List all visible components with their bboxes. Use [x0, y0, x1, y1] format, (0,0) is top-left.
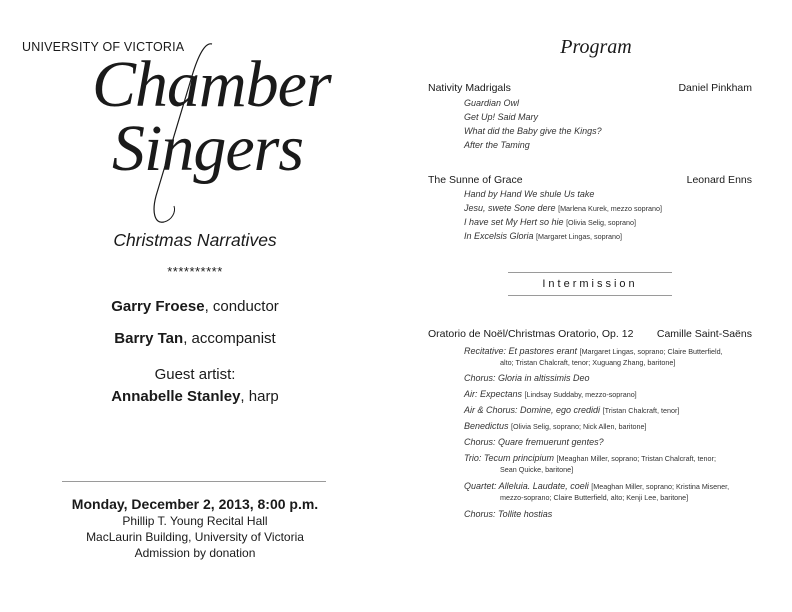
guest-artist-role: , harp: [240, 388, 279, 405]
movement-performers: [Olivia Selig, soprano; Nick Allen, baritone]: [511, 422, 647, 431]
movement-performers: [Marlena Kurek, mezzo soprano]: [558, 204, 662, 213]
star-divider: **********: [167, 264, 223, 279]
movement-performers-continued: alto; Tristan Chalcraft, tenor; Xuguang Zhang, baritone]: [500, 358, 676, 367]
concert-date: Monday, December 2, 2013, 8:00 p.m.: [71, 496, 319, 512]
movement: [464, 421, 646, 431]
admission-line: Admission by donation: [134, 546, 256, 560]
venue-line: Phillip T. Young Recital Hall: [122, 514, 268, 528]
guest-artist-name: Annabelle Stanley: [111, 388, 241, 405]
conductor-role: , conductor: [204, 298, 279, 315]
venue-line: MacLaurin Building, University of Victoria: [86, 530, 304, 544]
ensemble-name-line2: Singers: [112, 112, 303, 185]
movement-performers: [Lindsay Suddaby, mezzo-soprano]: [524, 390, 637, 399]
movement-title: Benedictus: [464, 421, 509, 431]
accompanist-name: Barry Tan: [114, 330, 184, 347]
work-title: Oratorio de Noël/Christmas Oratorio, Op. 12: [428, 328, 634, 340]
movement: [464, 481, 729, 491]
movement: [464, 453, 716, 463]
intermission-rule-top: [508, 272, 672, 273]
guest-artist-line: [0, 388, 390, 405]
movement: Chorus: Tollite hostias: [464, 509, 553, 519]
movement-performers-continued: Sean Quicke, baritone]: [500, 465, 574, 474]
work-title: The Sunne of Grace: [428, 174, 523, 186]
divider-line: [62, 481, 326, 482]
movement: [464, 346, 723, 356]
movement: Chorus: Quare fremuerunt gentes?: [464, 437, 604, 447]
movement-performers: [Margaret Lingas, soprano]: [536, 232, 622, 241]
movement: [464, 217, 636, 227]
guest-artist-label: Guest artist:: [154, 366, 236, 383]
movement-title: Air & Chorus: Domine, ego credidi: [464, 405, 601, 415]
intermission-label: Intermission: [542, 278, 638, 290]
composer: Camille Saint-Saëns: [656, 328, 752, 340]
movement: What did the Baby give the Kings?: [464, 126, 602, 136]
movement: Chorus: Gloria in altissimis Deo: [464, 373, 590, 383]
movement-performers: [Olivia Selig, soprano]: [566, 218, 636, 227]
movement-title: Air: Expectans: [464, 389, 523, 399]
accompanist-line: [0, 330, 390, 347]
program-heading: Program: [560, 36, 632, 58]
movement: [464, 405, 679, 415]
movement: [464, 389, 637, 399]
movement-performers-continued: mezzo-soprano; Claire Butterfield, alto; Kenji Lee, baritone]: [500, 493, 689, 502]
ensemble-name-line1: Chamber: [92, 48, 331, 121]
accompanist-role: , accompanist: [183, 330, 276, 347]
conductor-line: [0, 298, 390, 315]
movement-performers: [Meaghan Miller, soprano; Kristina Misener,: [591, 482, 730, 491]
work-title: Nativity Madrigals: [428, 82, 511, 94]
university-name: UNIVERSITY OF VICTORIA: [22, 40, 185, 54]
movement-title: In Excelsis Gloria: [464, 231, 534, 241]
movement-title: Trio: Tecum principium: [464, 453, 555, 463]
movement: Hand by Hand We shule Us take: [464, 189, 595, 199]
movement: Guardian Owl: [464, 98, 520, 108]
composer: Leonard Enns: [686, 174, 752, 186]
movement-performers: [Meaghan Miller, soprano; Tristan Chalcraft, tenor;: [556, 454, 716, 463]
conductor-name: Garry Froese: [111, 298, 205, 315]
movement-title: I have set My Hert so hie: [464, 217, 564, 227]
movement-title: Recitative: Et pastores erant: [464, 346, 578, 356]
movement: [464, 231, 622, 241]
composer: Daniel Pinkham: [678, 82, 752, 94]
movement-title: Quartet: Alleluia. Laudate, coeli: [464, 481, 589, 491]
movement: Get Up! Said Mary: [464, 112, 539, 122]
movement: After the Taming: [464, 140, 530, 150]
intermission-rule-bottom: [508, 295, 672, 296]
concert-subtitle: Christmas Narratives: [113, 230, 277, 250]
movement-title: Jesu, swete Sone dere: [464, 203, 556, 213]
movement: [464, 203, 662, 213]
movement-performers: [Margaret Lingas, soprano; Claire Butterfield,: [579, 347, 723, 356]
movement-performers: [Tristan Chalcraft, tenor]: [602, 406, 680, 415]
